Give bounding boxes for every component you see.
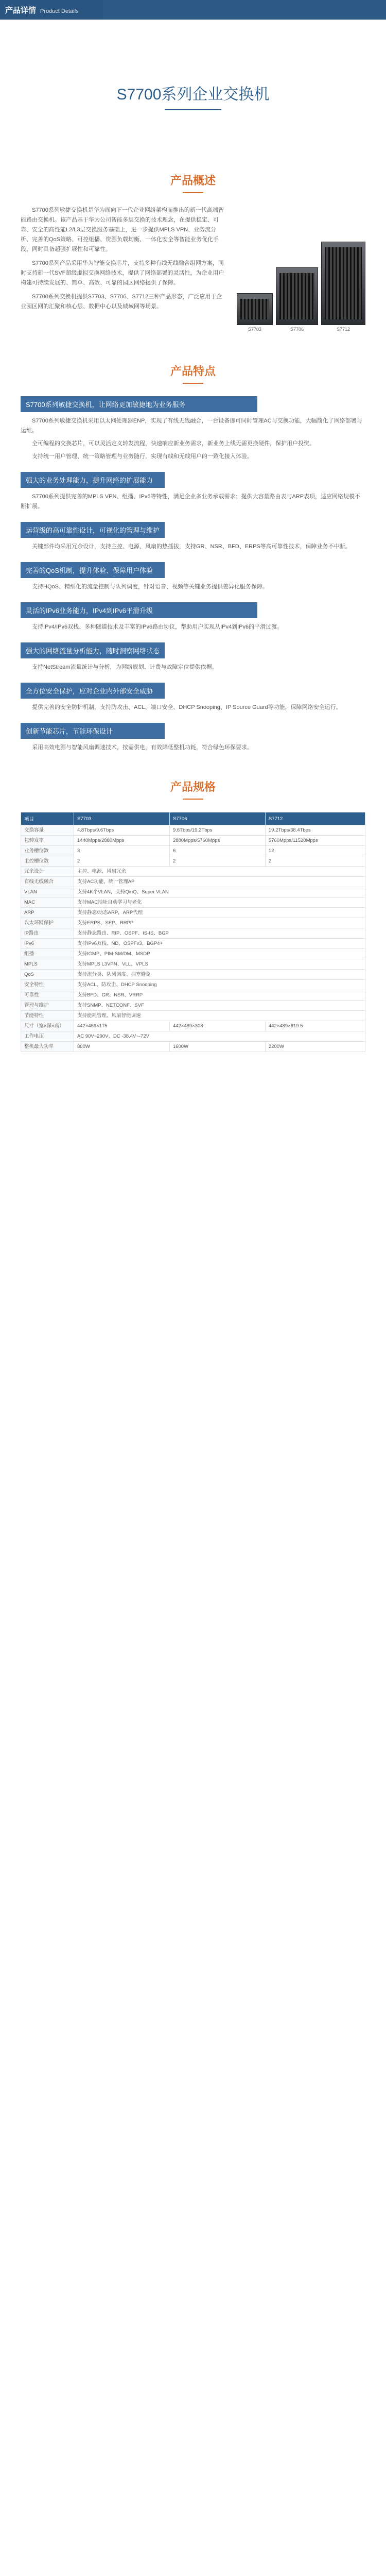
spec-row bbox=[21, 939, 365, 949]
feature-item bbox=[21, 723, 365, 753]
spec-cell: 支持ERPS、SEP、RRPP bbox=[74, 918, 365, 928]
spec-row bbox=[21, 836, 365, 846]
feature-title: 创新节能芯片，节能环保设计 bbox=[21, 723, 165, 739]
spec-row-label: 有线无线融合 bbox=[21, 877, 74, 887]
spec-col-s7712: S7712 bbox=[265, 812, 365, 825]
feature-item bbox=[21, 472, 365, 512]
page-header bbox=[0, 0, 386, 20]
spec-cell: 支持静态路由、RIP、OSPF、IS-IS、BGP bbox=[74, 928, 365, 939]
features-heading-label: 产品特点 bbox=[170, 365, 216, 378]
features-heading-dash bbox=[183, 383, 203, 384]
spec-row-label: MAC bbox=[21, 897, 74, 908]
overview-paragraph: S7700系列交换机提供S7703、S7706、S7712三种产品形态，广泛应用于企业园区网的汇聚和核心层、数据中心以及城域网等场景。 bbox=[21, 294, 222, 310]
spec-cell: 支持MPLS L3VPN、VLL、VPLS bbox=[74, 959, 365, 970]
header-subtitle: Product Details bbox=[40, 8, 79, 14]
spec-row-label: 组播 bbox=[21, 949, 74, 959]
spec-row-label: 冗余设计 bbox=[21, 867, 74, 877]
spec-cell: 800W bbox=[74, 1042, 170, 1052]
features-heading bbox=[0, 363, 386, 384]
spec-cell: 2 bbox=[74, 856, 170, 867]
spec-row bbox=[21, 846, 365, 856]
spec-row-label: VLAN bbox=[21, 887, 74, 897]
spec-row bbox=[21, 1042, 365, 1052]
spec-cell: AC 90V~290V，DC -38.4V~-72V bbox=[74, 1031, 365, 1042]
feature-title: 运营级的高可靠性设计，可视化的管理与维护 bbox=[21, 522, 165, 538]
feature-paragraph: 支持统一用户管理、统一策略管理与业务随行，实现有线和无线用户的一致化接入体验。 bbox=[32, 453, 253, 460]
feature-title: 完善的QoS机制，提升体验、保障用户体验 bbox=[21, 562, 165, 578]
spec-cell: 支持BFD、GR、NSR、VRRP bbox=[74, 990, 365, 1001]
product-image-caption: S7706 bbox=[290, 327, 304, 332]
spec-row-label: ARP bbox=[21, 908, 74, 918]
overview-section bbox=[0, 206, 386, 332]
feature-item bbox=[21, 602, 365, 632]
spec-row bbox=[21, 908, 365, 918]
spec-cell: 442×489×175 bbox=[74, 1021, 170, 1031]
overview-heading bbox=[0, 172, 386, 193]
overview-heading-label: 产品概述 bbox=[170, 174, 216, 187]
spec-cell: 6 bbox=[169, 846, 265, 856]
feature-body bbox=[21, 703, 365, 713]
spec-row-label: 整机最大功率 bbox=[21, 1042, 74, 1052]
spec-cell: 12 bbox=[265, 846, 365, 856]
spec-row-label: 以太环网保护 bbox=[21, 918, 74, 928]
spec-row-label: 可靠性 bbox=[21, 990, 74, 1001]
spec-heading-label: 产品规格 bbox=[170, 781, 216, 793]
feature-body bbox=[21, 622, 365, 632]
spec-row-label: 工作电压 bbox=[21, 1031, 74, 1042]
spec-row bbox=[21, 1001, 365, 1011]
feature-paragraph: 支持NetStream流量统计与分析，为网络规划、计费与故障定位提供依据。 bbox=[32, 664, 218, 670]
feature-paragraph: S7700系列提供完善的MPLS VPN、组播、IPv6等特性，满足企业多业务承载需求；提供大容量路由表与ARP表项，适应网络规模不断扩展。 bbox=[21, 494, 361, 510]
spec-row bbox=[21, 1031, 365, 1042]
spec-row-label: MPLS bbox=[21, 959, 74, 970]
feature-title: 强大的网络流量分析能力，随时洞察网络状态 bbox=[21, 642, 165, 658]
spec-row-label: 尺寸（宽×深×高） bbox=[21, 1021, 74, 1031]
product-images bbox=[237, 206, 365, 332]
spec-row-label: 业务槽位数 bbox=[21, 846, 74, 856]
overview-text bbox=[21, 206, 226, 332]
spec-col-item: 项目 bbox=[21, 812, 74, 825]
feature-paragraph: 支持IPv4/IPv6双栈、多种隧道技术及丰富的IPv6路由协议，帮助用户实现从IPv4到IPv6的平滑过渡。 bbox=[32, 624, 283, 630]
feature-item bbox=[21, 562, 365, 592]
spec-row bbox=[21, 897, 365, 908]
title-divider bbox=[165, 109, 221, 110]
spec-row-label: 主控槽位数 bbox=[21, 856, 74, 867]
feature-paragraph: S7700系列敏捷交换机采用以太网处理器ENP，实现了有线无线融合，一台设备即可同时管理AC与交换功能，大幅简化了网络部署与运维。 bbox=[21, 418, 362, 434]
features-list bbox=[0, 396, 386, 753]
spec-cell: 2 bbox=[169, 856, 265, 867]
feature-title: S7700系列敏捷交换机，让网络更加敏捷地为业务服务 bbox=[21, 396, 257, 412]
spec-row bbox=[21, 918, 365, 928]
spec-col-s7706: S7706 bbox=[169, 812, 265, 825]
product-image-caption: S7712 bbox=[336, 327, 350, 332]
feature-item bbox=[21, 396, 365, 462]
feature-paragraph: 全可编程的交换芯片，可以灵活定义转发流程，快速响应新业务需求，新业务上线无需更换硬件，保护用户投资。 bbox=[32, 440, 315, 447]
overview-paragraph: S7700系列敏捷交换机是华为面向下一代企业网络架构而推出的新一代高端智能路由交换机。该产品基于华为公司智能多层交换的技术理念，在提供稳定、可靠、安全的高性能L2/L3层交换服务基础上，进一步提供MPLS VPN、业务流分析、完善的QoS策略、可控组播、资源负载均衡、一体化安全等智能业务优化手段，同时具备超强扩展性和可靠性。 bbox=[21, 207, 224, 252]
spec-cell: 3 bbox=[74, 846, 170, 856]
spec-row bbox=[21, 959, 365, 970]
spec-col-s7703: S7703 bbox=[74, 812, 170, 825]
overview-paragraph: S7700系列产品采用华为智能交换芯片，支持多种有线无线融合组网方案，同时支持新一代SVF超级虚拟交换网络技术，提供了网络部署的灵活性，为企业用户构建可持续发展的、简单、高效、可靠的园区网络提供了保障。 bbox=[21, 260, 224, 286]
feature-title: 全方位安全保护，应对企业内外部安全威胁 bbox=[21, 683, 165, 699]
spec-row bbox=[21, 949, 365, 959]
product-image-caption: S7703 bbox=[248, 327, 262, 332]
spec-table bbox=[21, 812, 365, 1052]
spec-cell: 4.8Tbps/9.6Tbps bbox=[74, 825, 170, 836]
feature-item bbox=[21, 522, 365, 552]
spec-cell: 支持能耗管理、风扇智能调速 bbox=[74, 1011, 365, 1021]
spec-row bbox=[21, 990, 365, 1001]
feature-item bbox=[21, 683, 365, 713]
spec-cell: 5760Mpps/11520Mpps bbox=[265, 836, 365, 846]
feature-title: 强大的业务处理能力，提升网络的扩展能力 bbox=[21, 472, 165, 488]
spec-row bbox=[21, 867, 365, 877]
spec-cell: 2 bbox=[265, 856, 365, 867]
spec-row-label: 交换容量 bbox=[21, 825, 74, 836]
spec-row-label: 包转发率 bbox=[21, 836, 74, 846]
spec-cell: 支持流分类、队列调度、拥塞避免 bbox=[74, 970, 365, 980]
feature-paragraph: 采用高效电源与智能风扇调速技术，按需供电，有效降低整机功耗，符合绿色环保要求。 bbox=[32, 744, 253, 751]
feature-body bbox=[21, 663, 365, 672]
spec-cell: 支持MAC地址自动学习与老化 bbox=[74, 897, 365, 908]
spec-cell: 2880Mpps/5760Mpps bbox=[169, 836, 265, 846]
spec-row-label: 安全特性 bbox=[21, 980, 74, 990]
feature-body bbox=[21, 542, 365, 552]
spec-row bbox=[21, 1011, 365, 1021]
spec-cell: 支持AC功能，统一管理AP bbox=[74, 877, 365, 887]
spec-row-label: IP路由 bbox=[21, 928, 74, 939]
spec-cell: 1440Mpps/2880Mpps bbox=[74, 836, 170, 846]
spec-cell: 19.2Tbps/38.4Tbps bbox=[265, 825, 365, 836]
feature-title: 灵活的IPv6业务能力，IPv4到IPv6平滑升级 bbox=[21, 602, 257, 618]
feature-paragraph: 支持HQoS、精细化的流量控制与队列调度，针对语音、视频等关键业务提供差异化服务保障。 bbox=[32, 584, 268, 590]
spec-row-label: IPv6 bbox=[21, 939, 74, 949]
spec-row bbox=[21, 928, 365, 939]
spec-row bbox=[21, 877, 365, 887]
product-title: S7700系列企业交换机 bbox=[116, 86, 270, 103]
feature-paragraph: 关键部件均采用冗余设计，支持主控、电源、风扇的热插拔，支持GR、NSR、BFD、ERPS等高可靠性技术，保障业务不中断。 bbox=[32, 544, 351, 550]
spec-cell: 2200W bbox=[265, 1042, 365, 1052]
feature-paragraph: 提供完善的安全防护机制，支持防攻击、ACL、端口安全、DHCP Snooping、IP Source Guard等功能，保障网络安全运行。 bbox=[32, 704, 342, 710]
feature-body bbox=[21, 582, 365, 592]
product-image-s7712 bbox=[321, 242, 365, 332]
spec-cell: 支持静态/动态ARP，ARP代理 bbox=[74, 908, 365, 918]
spec-row bbox=[21, 856, 365, 867]
spec-cell: 支持4K个VLAN，支持QinQ、Super VLAN bbox=[74, 887, 365, 897]
spec-row bbox=[21, 887, 365, 897]
spec-row bbox=[21, 825, 365, 836]
spec-cell: 支持ACL、防攻击、DHCP Snooping bbox=[74, 980, 365, 990]
spec-cell: 支持IPv6双栈、ND、OSPFv3、BGP4+ bbox=[74, 939, 365, 949]
spec-heading bbox=[0, 778, 386, 800]
feature-body bbox=[21, 492, 365, 512]
feature-body bbox=[21, 743, 365, 753]
header-title: 产品详情 bbox=[5, 6, 37, 15]
spec-cell: 9.6Tbps/19.2Tbps bbox=[169, 825, 265, 836]
spec-row-label: QoS bbox=[21, 970, 74, 980]
feature-body bbox=[21, 416, 365, 462]
spec-heading-dash bbox=[183, 799, 203, 800]
product-image-s7706 bbox=[276, 267, 318, 332]
spec-row-label: 节能特性 bbox=[21, 1011, 74, 1021]
spec-row bbox=[21, 980, 365, 990]
spec-cell: 支持IGMP、PIM-SM/DM、MSDP bbox=[74, 949, 365, 959]
spec-cell: 1600W bbox=[169, 1042, 265, 1052]
product-image-s7703 bbox=[237, 293, 273, 332]
spec-cell: 主控、电源、风扇冗余 bbox=[74, 867, 365, 877]
spec-header-row bbox=[21, 812, 365, 825]
spec-row-label: 管理与维护 bbox=[21, 1001, 74, 1011]
spec-cell: 442×489×308 bbox=[169, 1021, 265, 1031]
spec-cell: 支持SNMP、NETCONF、SVF bbox=[74, 1001, 365, 1011]
spec-row bbox=[21, 970, 365, 980]
overview-heading-dash bbox=[183, 192, 203, 193]
feature-item bbox=[21, 642, 365, 672]
spec-cell: 442×489×619.5 bbox=[265, 1021, 365, 1031]
spec-row bbox=[21, 1021, 365, 1031]
